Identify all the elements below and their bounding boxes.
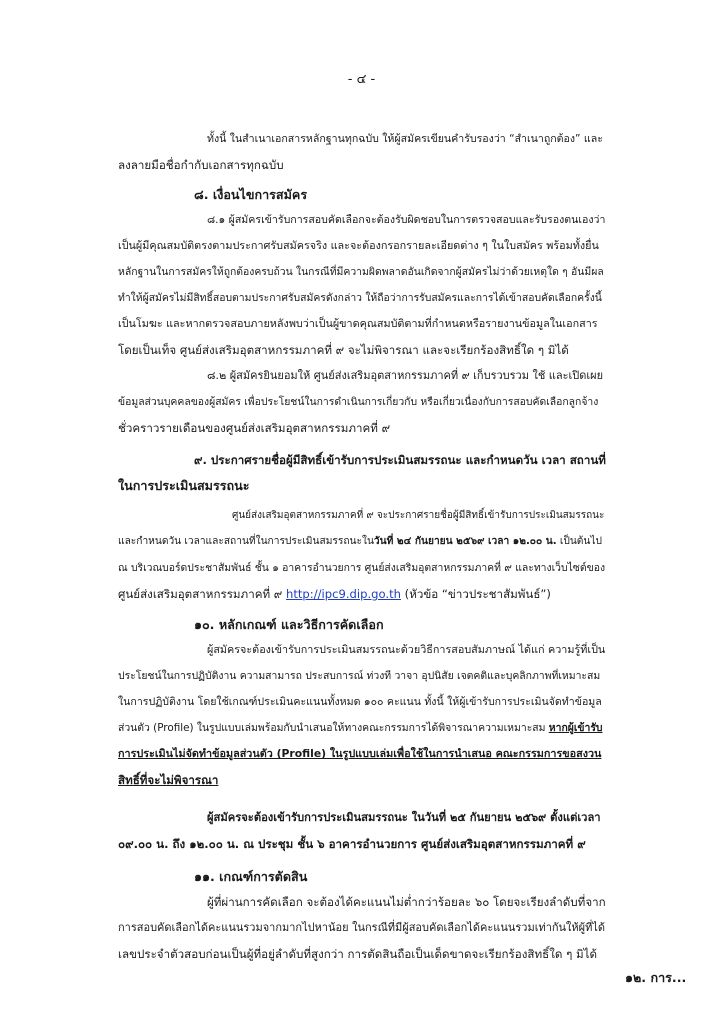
section-11-line-2: การสอบคัดเลือกได้คะแนนรวมจากมากไปหาน้อย ในกรณีที่มีผู้สอบคัดเลือกได้คะแนนรวมเท่ากันให้ผู้ที่ได้ bbox=[118, 921, 606, 934]
section-10-line-3: ในการปฏิบัติงาน โดยใช้เกณฑ์ประเมินคะแนนทั้งหมด ๑๐๐ คะแนน ทั้งนี้ ให้ผู้เข้ารับการประเมินจัดทำข้อมูล bbox=[118, 696, 602, 708]
intro-line-2: ลงลายมือชื่อกำกับเอกสารทุกฉบับ bbox=[118, 158, 284, 172]
section-9-heading-1: ๙. ประกาศรายชื่อผู้มีสิทธิ์เข้ารับการประเมินสมรรถนะ และกำหนดวัน เวลา สถานที่ bbox=[194, 453, 606, 467]
section-9-line-1: ศูนย์ส่งเสริมอุตสาหกรรมภาคที่ ๙ จะประกาศรายชื่อผู้มีสิทธิ์เข้ารับการประเมินสมรรถนะ bbox=[232, 510, 605, 521]
section-8-1-line-6: โดยเป็นเท็จ ศูนย์ส่งเสริมอุตสาหกรรมภาคที่ ๙ จะไม่พิจารณา และจะเรียกร้องสิทธิ์ใด ๆ มิได้ bbox=[118, 343, 569, 357]
section-11-line-3: เลขประจำตัวสอบก่อนเป็นผู้ที่อยู่ลำดับที่สูงกว่า การตัดสินถือเป็นเด็ดขาดจะเรียกร้องสิทธิ์ใด ๆ มิได้ bbox=[118, 947, 597, 961]
section-10-line-2: ประโยชน์ในการปฏิบัติงาน ความสามารถ ประสบการณ์ ท่วงที วาจา อุปนิสัย เจตคติและบุคลิกภาพที่เหมาะสม bbox=[118, 670, 601, 682]
section-10-line-4 bbox=[118, 715, 603, 741]
section-10-heading: ๑๐. หลักเกณฑ์ และวิธีการคัดเลือก bbox=[194, 617, 384, 632]
section-10-schedule-line-2: ๐๙.๐๐ น. ถึง ๑๒.๐๐ น. ณ ประชุม ชั้น ๖ อาคารอำนวยการ ศูนย์ส่งเสริมอุตสาหกรรมภาคที่ ๙ bbox=[118, 837, 586, 851]
website-link[interactable]: http://ipc9.dip.go.th bbox=[285, 587, 401, 601]
section-8-1-line-4: ทำให้ผู้สมัครไม่มีสิทธิ์สอบตามประกาศรับสมัครดังกล่าว ให้ถือว่าการรับสมัครและการได้เข้าสอบคัดเลือกครั้งนี้ bbox=[118, 292, 602, 304]
section-11-heading: ๑๑. เกณฑ์การตัดสิน bbox=[194, 869, 308, 884]
section-9-line-3: ณ บริเวณบอร์ดประชาสัมพันธ์ ชั้น ๑ อาคารอำนวยการ ศูนย์ส่งเสริมอุตสาหกรรมภาคที่ ๙ และทางเว็บไซต์ของ bbox=[118, 562, 606, 574]
section-8-1-line-2: เป็นผู้มีคุณสมบัติตรงตามประกาศรับสมัครจริง และจะต้องกรอกรายละเอียดต่าง ๆ ในใบสมัคร พร้อมทั้งยื่น bbox=[118, 239, 599, 252]
section-10-line-6: สิทธิ์ที่จะไม่พิจารณา bbox=[118, 773, 219, 787]
section-9-line-2-a: และกำหนดวัน เวลาและสถานที่ในการประเมินสมรรถนะใน bbox=[118, 536, 374, 547]
section-9-line-4-a: ศูนย์ส่งเสริมอุตสาหกรรมภาคที่ ๙ bbox=[118, 587, 286, 601]
section-11-line-1: ผู้ที่ผ่านการคัดเลือก จะต้องได้คะแนนไม่ต่ำกว่าร้อยละ ๖๐ โดยจะเรียงลำดับที่จาก bbox=[207, 895, 606, 909]
section-10-line-1: ผู้สมัครจะต้องเข้ารับการประเมินสมรรถนะด้วยวิธีการสอบสัมภาษณ์ ได้แก่ ความรู้ที่เป็น bbox=[207, 643, 606, 656]
section-8-2-line-3: ชั่วคราวรายเดือนของศูนย์ส่งเสริมอุตสาหกรรมภาคที่ ๙ bbox=[118, 421, 391, 435]
section-10-line-5: การประเมินไม่จัดทำข้อมูลส่วนตัว (Profile) ในรูปแบบเล่มเพื่อใช้ในการนำเสนอ คณะกรรมการขอสงวน bbox=[118, 747, 602, 760]
section-9-line-4-c: (หัวข้อ “ข่าวประชาสัมพันธ์”) bbox=[400, 587, 551, 601]
section-9-line-2 bbox=[118, 529, 602, 555]
intro-line-1: ทั้งนี้ ในสำเนาเอกสารหลักฐานทุกฉบับ ให้ผู้สมัครเขียนคำรับรองว่า “สำเนาถูกต้อง” และ bbox=[207, 133, 603, 145]
page-number: - ๔ - bbox=[347, 72, 376, 87]
next-page-marker: ๑๒. การ... bbox=[625, 970, 687, 985]
section-8-2-line-1: ๘.๒ ผู้สมัครยินยอมให้ ศูนย์ส่งเสริมอุตสาหกรรมภาคที่ ๙ เก็บรวบรวม ใช้ และเปิดเผย bbox=[207, 369, 604, 382]
section-10-schedule-line-1: ผู้สมัครจะต้องเข้ารับการประเมินสมรรถนะ ในวันที่ ๒๕ กันยายน ๒๕๖๙ ตั้งแต่เวลา bbox=[207, 811, 601, 824]
section-8-1-line-5: เป็นโมฆะ และหากตรวจสอบภายหลังพบว่าเป็นผู้ขาดคุณสมบัติตามที่กำหนดหรือรายงานข้อมูลในเอกสาร bbox=[118, 317, 598, 330]
section-9-line-2-c: เป็นต้นไป bbox=[556, 536, 602, 547]
section-8-heading: ๘. เงื่อนไขการสมัคร bbox=[194, 187, 308, 202]
section-10-line-4-b: หากผู้เข้ารับ bbox=[548, 722, 603, 734]
section-9-line-4 bbox=[118, 581, 551, 607]
section-9-heading-2: ในการประเมินสมรรถนะ bbox=[118, 478, 250, 493]
section-8-1-line-1: ๘.๑ ผู้สมัครเข้ารับการสอบคัดเลือกจะต้องรับผิดชอบในการตรวจสอบและรับรองตนเองว่า bbox=[207, 214, 606, 226]
section-10-line-4-a: ส่วนตัว (Profile) ในรูปแบบเล่มพร้อมกับนำเสนอให้ทางคณะกรรมการได้พิจารณาความเหมาะสม bbox=[118, 722, 549, 734]
section-8-1-line-3: หลักฐานในการสมัครให้ถูกต้องครบถ้วน ในกรณีที่มีความผิดพลาดอันเกิดจากผู้สมัครไม่ว่าด้วยเหตุใด ๆ อันมีผล bbox=[118, 266, 604, 278]
section-8-2-line-2: ข้อมูลส่วนบุคคลของผู้สมัคร เพื่อประโยชน์ในการดำเนินการเกี่ยวกับ หรือเกี่ยวเนื่องกับการสอบคัดเลือกลูกจ้าง bbox=[118, 396, 599, 408]
announcement-datetime: วันที่ ๒๔ กันยายน ๒๕๖๙ เวลา ๑๒.๐๐ น. bbox=[373, 536, 557, 547]
